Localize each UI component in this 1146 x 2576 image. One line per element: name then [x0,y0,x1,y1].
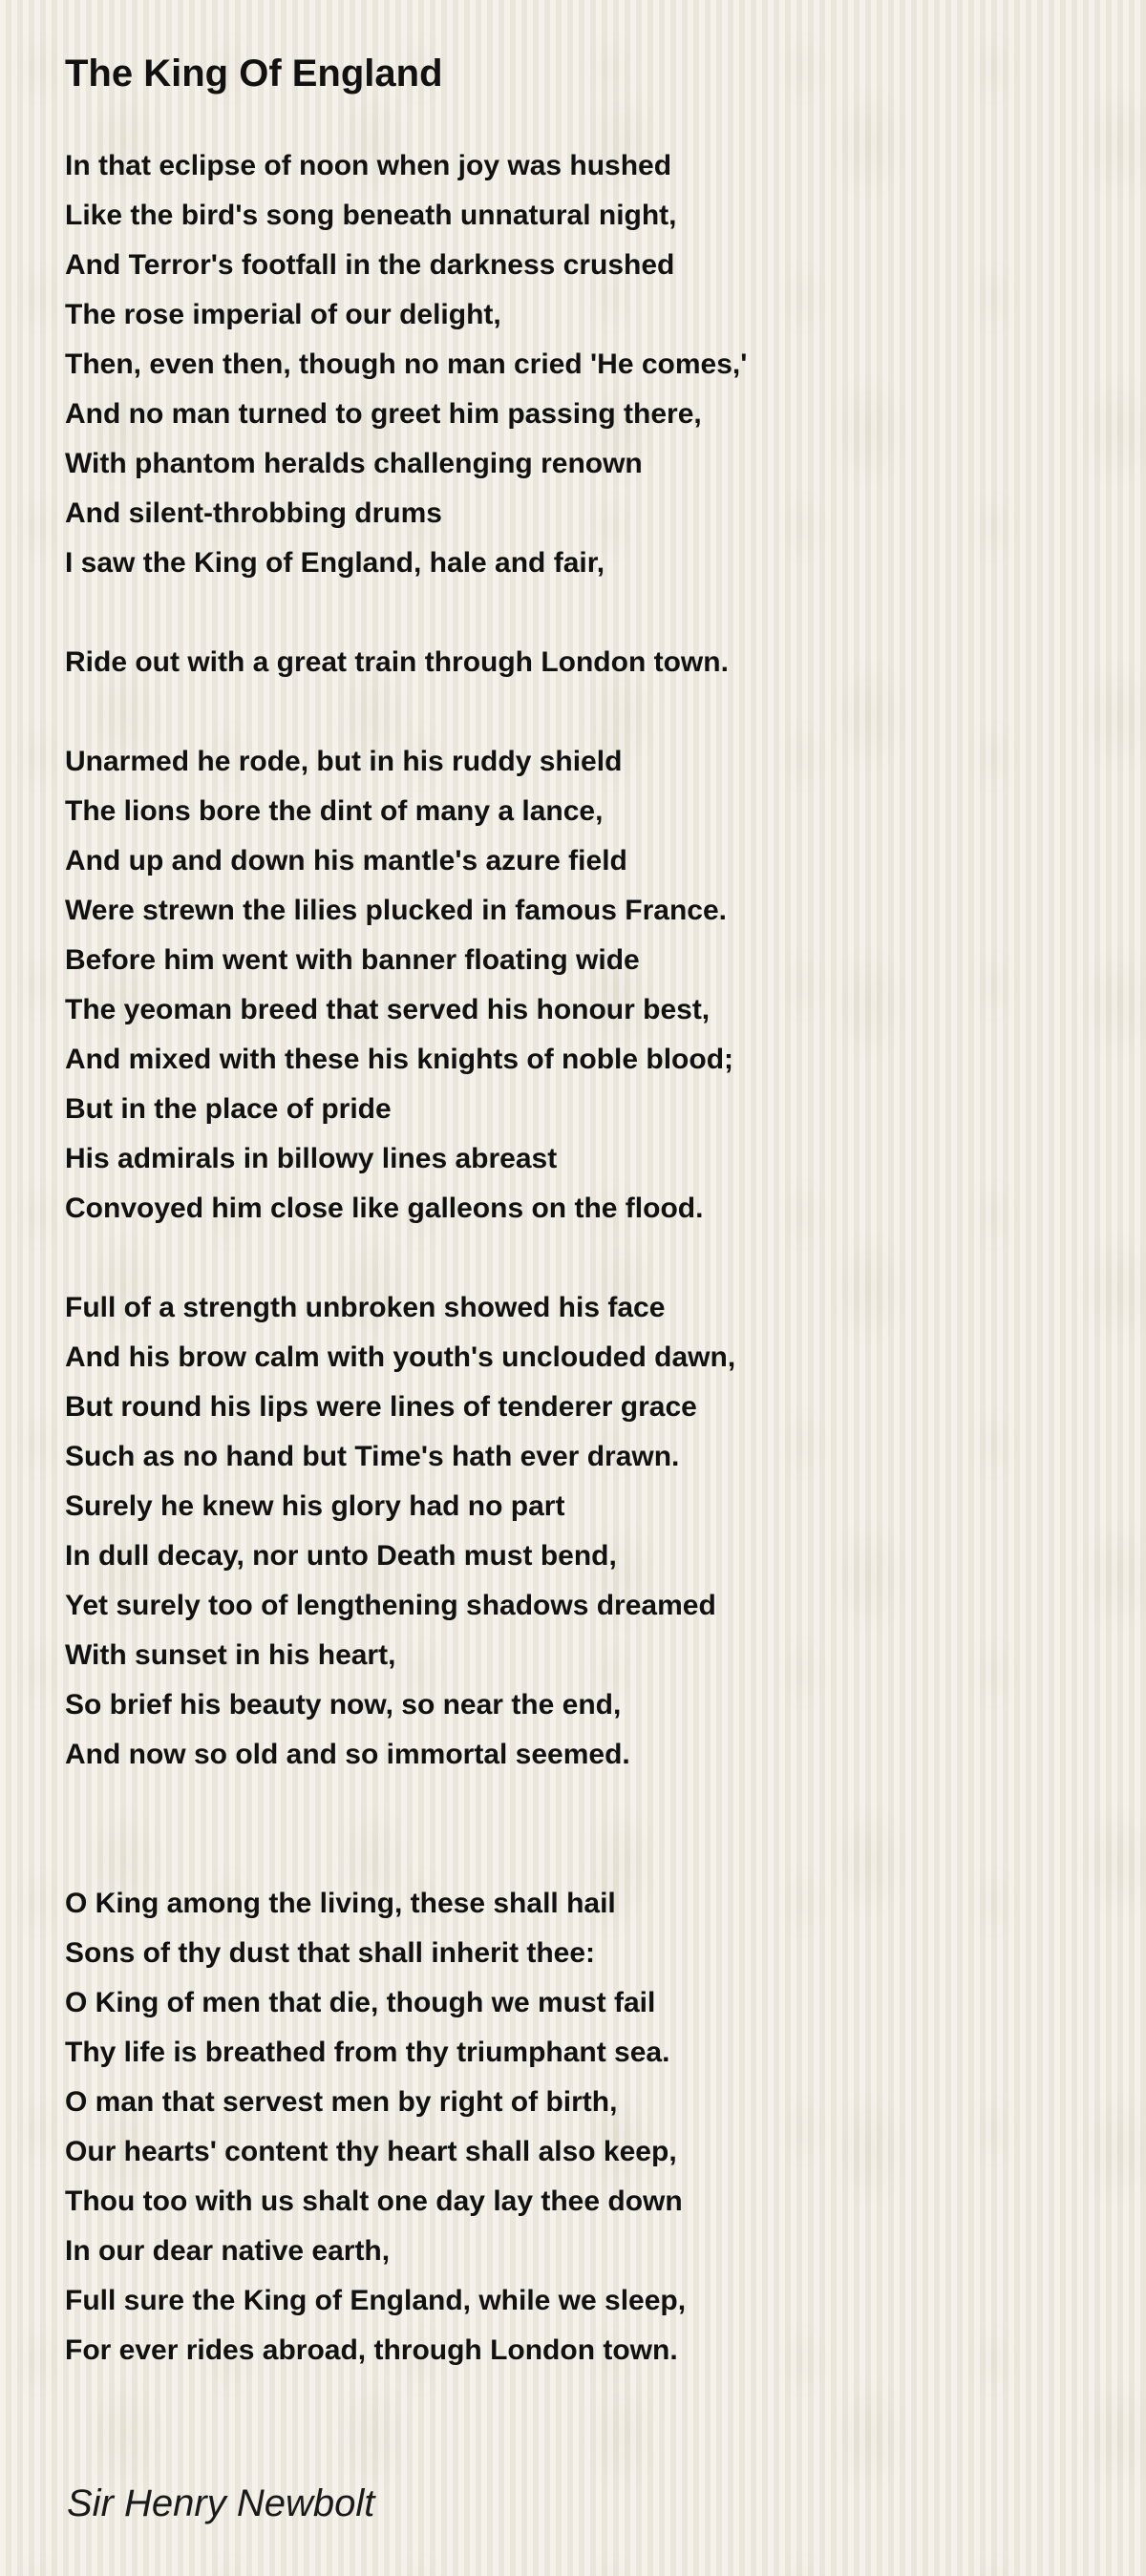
poem-line: And silent-throbbing drums [65,497,442,529]
poem-line: In that eclipse of noon when joy was hushed [65,150,672,181]
poem-line: But round his lips were lines of tenderer grace [65,1391,697,1423]
poem-line: The lions bore the dint of many a lance, [65,795,604,827]
poem-line: In our dear native earth, [65,2235,391,2267]
stanza-break [65,1234,1096,1283]
poem-line: Sons of thy dust that shall inherit thee: [65,1937,596,1969]
poem-line: Such as no hand but Time's hath ever drawn. [65,1441,680,1472]
poem-line: Our hearts' content thy heart shall also keep, [65,2136,677,2167]
poem-line: Thou too with us shalt one day lay thee down [65,2185,683,2217]
poem-line: His admirals in billowy lines abreast [65,1143,558,1174]
poem-line: Like the bird's song beneath unnatural night, [65,200,677,231]
poem-author: Sir Henry Newbolt [67,2482,375,2524]
poem-line: Were strewn the lilies plucked in famous France. [65,895,727,926]
poem-line: But in the place of pride [65,1093,392,1125]
poem-line: Ride out with a great train through London town. [65,646,729,678]
stanza-break [65,1829,1096,1879]
poem-line: Full sure the King of England, while we sleep, [65,2285,687,2316]
stanza-break [65,687,1096,737]
poem-line: O man that servest men by right of birth, [65,2086,618,2118]
poem-line: Yet surely too of lengthening shadows dreamed [65,1590,716,1621]
poem-line: In dull decay, nor unto Death must bend, [65,1540,617,1572]
poem-line: Full of a strength unbroken showed his face [65,1292,666,1323]
poem-line: For ever rides abroad, through London town. [65,2334,678,2366]
poem-line: O King of men that die, though we must fail [65,1987,656,2018]
poem-line: So brief his beauty now, so near the end, [65,1689,622,1721]
poem-line: Before him went with banner floating wide [65,944,640,976]
poem-line: And Terror's footfall in the darkness crushed [65,249,675,281]
poem-line: Convoyed him close like galleons on the flood. [65,1193,704,1224]
poem-line: And now so old and so immortal seemed. [65,1739,630,1770]
poem-line: And up and down his mantle's azure field [65,845,627,876]
stanza-break [65,588,1096,638]
poem-line: The yeoman breed that served his honour best, [65,994,711,1025]
poem-line: O King among the living, these shall hail [65,1888,616,1919]
poem-line: With sunset in his heart, [65,1639,396,1671]
poem-line: Surely he knew his glory had no part [65,1490,565,1522]
poem-body [65,141,1096,2375]
poem-line: Then, even then, though no man cried 'He comes,' [65,348,748,380]
poem-line: And his brow calm with youth's unclouded dawn, [65,1341,736,1373]
poem-line: With phantom heralds challenging renown [65,448,643,479]
poem-line: Unarmed he rode, but in his ruddy shield [65,746,623,777]
poem-line: Thy life is breathed from thy triumphant sea. [65,2037,670,2068]
poem-title: The King Of England [65,53,443,95]
stanza-break [65,1780,1096,1829]
poem-line: And mixed with these his knights of noble blood; [65,1044,734,1075]
poem-line: The rose imperial of our delight, [65,299,501,330]
poem-line: I saw the King of England, hale and fair, [65,547,605,579]
poem-line: And no man turned to greet him passing there, [65,398,702,430]
